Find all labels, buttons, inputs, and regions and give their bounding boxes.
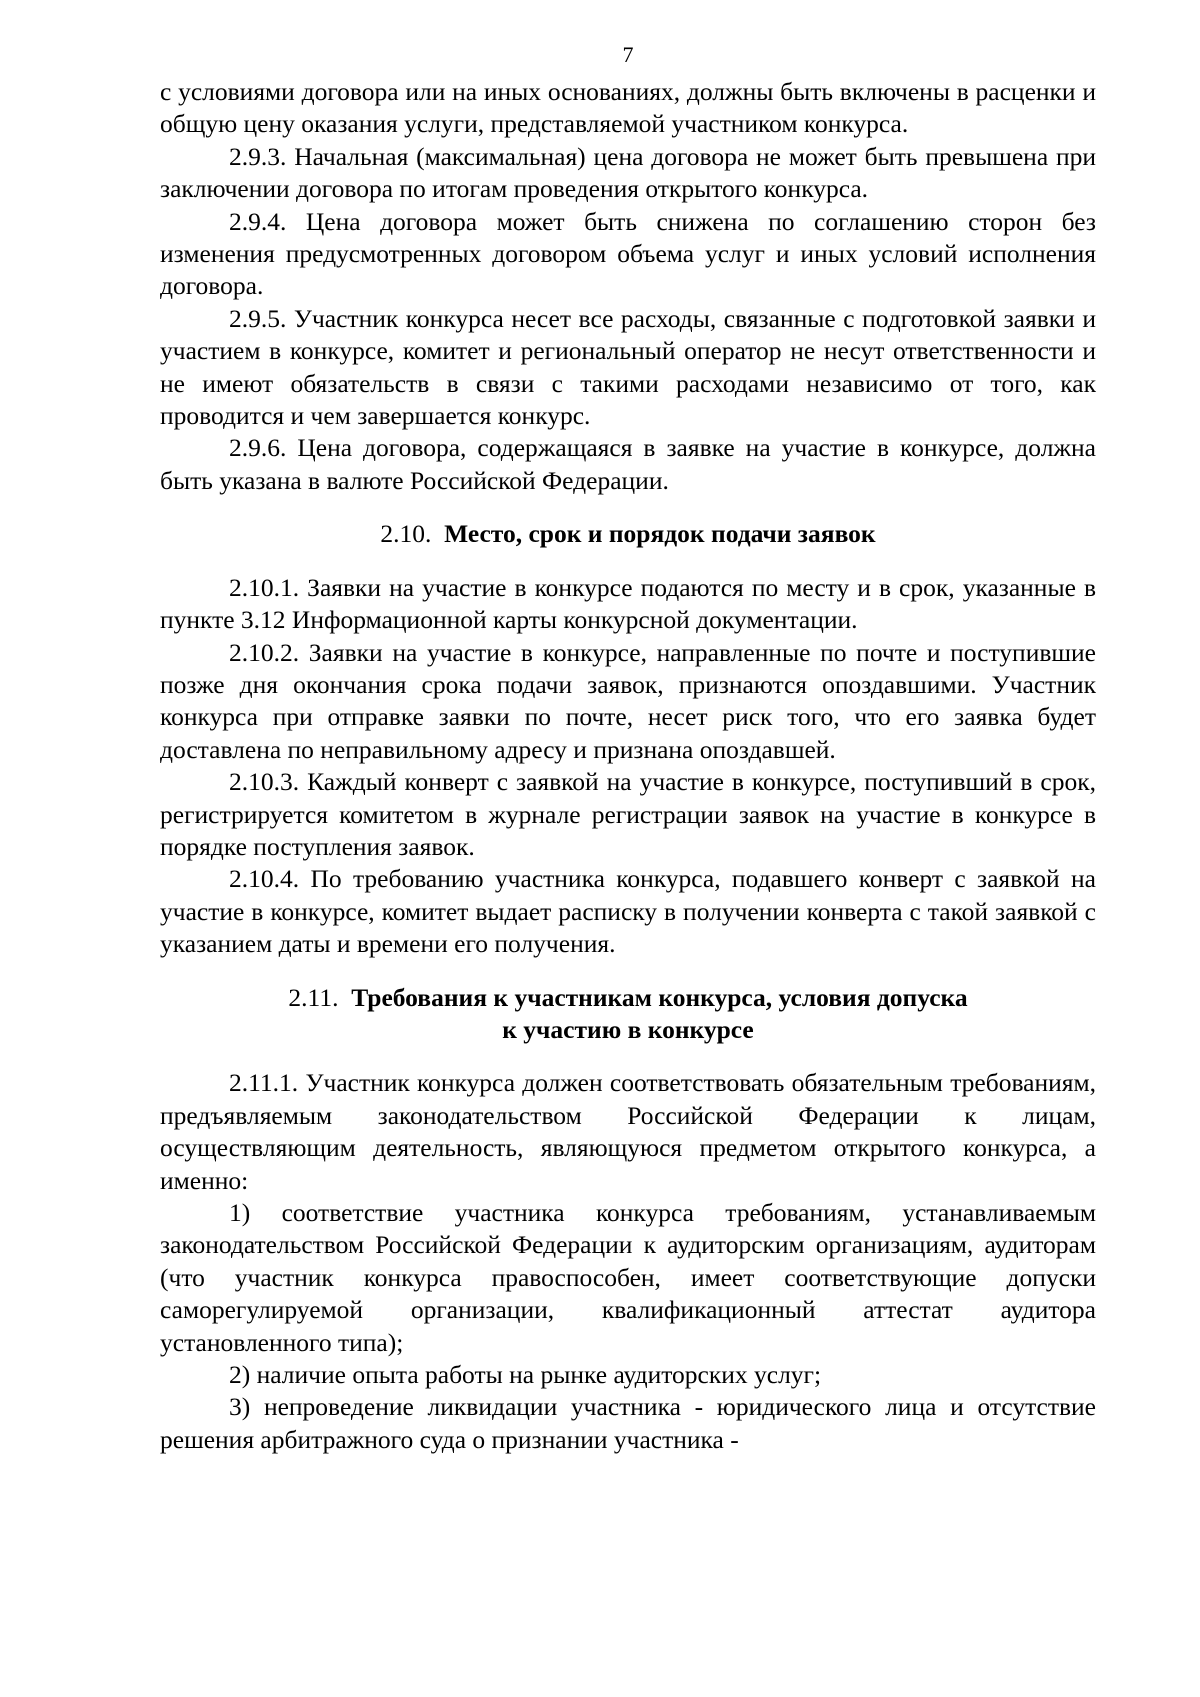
paragraph-2-10-1: 2.10.1. Заявки на участие в конкурсе подаются по месту и в срок, указанные в пункте 3.12 Информационной карты конкурсной документации. (160, 572, 1096, 635)
paragraph-2-10-4: 2.10.4. По требованию участника конкурса, подавшего конверт с заявкой на участие в конкурсе, комитет выдает расписку в получении конверта с такой заявкой с указанием даты и времени его получения. (160, 864, 1096, 959)
section-title: Место, срок и порядок подачи заявок (444, 519, 876, 549)
paragraph-continuation: с условиями договора или на иных основаниях, должны быть включены в расценки и общую цену оказания услуги, представляемой участником конкурса. (160, 77, 1096, 139)
section-heading-2-11 (160, 982, 1096, 1047)
paragraph-2-9-4: 2.9.4. Цена договора может быть снижена по соглашению сторон без изменения предусмотренных договором объема услуг и иных условий исполнения договора. (160, 206, 1096, 301)
paragraph-2-10-3: 2.10.3. Каждый конверт с заявкой на участие в конкурсе, поступивший в срок, регистрируется комитетом в журнале регистрации заявок на участие в конкурсе в порядке поступления заявок. (160, 767, 1096, 861)
section-number: 2.11. (288, 982, 339, 1012)
paragraph-2-10-2: 2.10.2. Заявки на участие в конкурсе, направленные по почте и поступившие позже дня окончания срока подачи заявок, признаются опоздавшими. Участник конкурса при отправке заявки по почте, несет риск того, что его заявка будет доставлена по неправильному адресу и признана опоздавшей. (160, 637, 1096, 764)
page-number: 7 (622, 42, 634, 67)
paragraph-2-9-6: 2.9.6. Цена договора, содержащаяся в заявке на участие в конкурсе, должна быть указана в валюте Российской Федерации. (160, 433, 1096, 495)
section-heading-2-10 (160, 518, 1096, 550)
list-item-3: 3) непроведение ликвидации участника - юридического лица и отсутствие решения арбитражного суда о признании участника - (160, 1392, 1096, 1454)
paragraph-2-9-3: 2.9.3. Начальная (максимальная) цена договора не может быть превышена при заключении договора по итогам проведения открытого конкурса. (160, 141, 1096, 204)
list-item-1: 1) соответствие участника конкурса требованиям, устанавливаемым законодательством Российской Федерации к аудиторским организациям, аудиторам (что участник конкурса правоспособен, имеет соответствующие допуски саморегулируемой организации, квалификационный аттестат аудитора установленного типа); (160, 1198, 1096, 1357)
paragraph-2-11-1: 2.11.1. Участник конкурса должен соответствовать обязательным требованиям, предъявляемым законодательством Российской Федерации к лицам, осуществляющим деятельность, являющуюся предметом открытого конкурса, а именно: (160, 1068, 1096, 1195)
section-title-line-2: к участию в конкурсе (502, 1014, 754, 1044)
section-title-line-1: Требования к участникам конкурса, условия допуска (351, 982, 968, 1012)
section-number: 2.10. (380, 519, 432, 549)
paragraph-2-9-5: 2.9.5. Участник конкурса несет все расходы, связанные с подготовкой заявки и участием в конкурсе, комитет и региональный оператор не несут ответственности и не имеют обязательств в связи с такими расходами независимо от того, как проводится и чем завершается конкурс. (160, 303, 1096, 431)
list-item-2: 2) наличие опыта работы на рынке аудиторских услуг; (229, 1360, 822, 1390)
